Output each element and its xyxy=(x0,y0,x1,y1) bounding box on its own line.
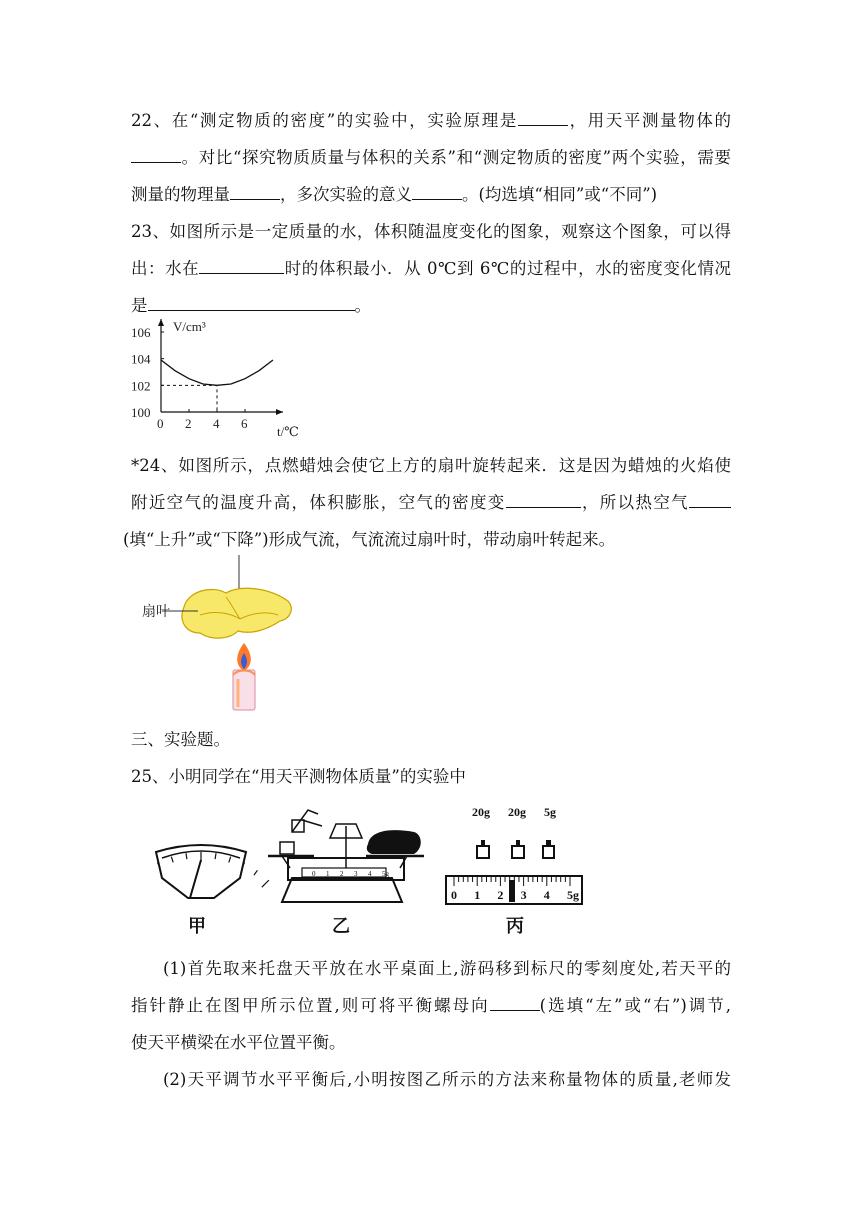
q25-title: 25、小明同学在“用天平测物体质量”的实验中 xyxy=(131,767,466,786)
q25-p1-line-1: (1)首先取来托盘天平放在水平桌面上,游码移到标尺的零刻度处,若天平的 xyxy=(163,959,731,978)
q25-p1-line-3: 使天平横梁在水平位置平衡。 xyxy=(131,1033,346,1052)
q22-blank-3[interactable] xyxy=(230,185,280,200)
ruler-tick-label: 5g xyxy=(567,888,579,902)
ruler-tick-label: 3 xyxy=(520,888,527,902)
q24-line-1: *24、如图所示，点燃蜡烛会使它上方的扇叶旋转起来．这是因为蜡烛的火焰使 xyxy=(131,456,731,475)
q24-line-2: 附近空气的温度升高，体积膨胀，空气的密度变 ，所以热空气 xyxy=(131,484,731,521)
ruler-tick-label: 2 xyxy=(497,888,504,902)
candle-body xyxy=(233,670,255,710)
q23-blank-1[interactable] xyxy=(199,259,284,274)
beam-tick-label: 2 xyxy=(340,870,344,878)
bing-rider xyxy=(509,880,515,902)
q23-line-3: 是 。 xyxy=(131,296,371,315)
jia-tick xyxy=(254,870,258,875)
y-tick-label: 102 xyxy=(131,378,151,394)
jia-tick xyxy=(171,857,173,863)
x-tick-label: 2 xyxy=(185,416,192,431)
label-yi: 乙 xyxy=(332,916,350,936)
yi-weight xyxy=(280,842,294,854)
weight-label-3: 5g xyxy=(544,805,556,819)
q22-blank-2[interactable] xyxy=(131,148,181,163)
y-axis-arrow xyxy=(158,319,164,326)
ruler-tick-label: 4 xyxy=(543,888,550,902)
volume-curve xyxy=(161,360,273,385)
beam-tick-label: 4 xyxy=(368,870,372,878)
ruler-tick-label: 0 xyxy=(451,888,457,902)
ruler-tick-label: 1 xyxy=(474,888,481,902)
balance-figures xyxy=(152,798,592,940)
y-tick-label: 100 xyxy=(131,405,151,420)
y-tick-label: 106 xyxy=(131,325,151,340)
q22-line-2: 。对比“探究物质质量与体积的关系”和“测定物质的密度”两个实验，需要 xyxy=(131,139,731,176)
q23-line-2: 出：水在 时的体积最小．从 0℃到 6℃的过程中，水的密度变化情况 xyxy=(131,259,731,278)
yi-object xyxy=(367,830,421,854)
yi-base xyxy=(282,878,402,902)
yi-tweezers-hand xyxy=(292,810,322,832)
weight-label-1: 20g xyxy=(472,805,490,819)
y-axis-label: V/cm³ xyxy=(173,319,206,334)
q24-line-3: (填“上升”或“下降”)形成气流，气流流过扇叶时，带动扇叶转起来。 xyxy=(123,530,616,549)
beam-tick-label: 0 xyxy=(312,870,316,878)
jia-tick xyxy=(215,853,216,859)
q22-blank-4[interactable] xyxy=(412,185,462,200)
jia-tick xyxy=(262,880,269,887)
x-tick-label: 0 xyxy=(157,416,164,431)
x-tick-label: 4 xyxy=(213,416,220,431)
weight-5g xyxy=(543,846,554,858)
fan-label: 扇叶 xyxy=(142,605,170,620)
label-bing: 丙 xyxy=(506,916,524,936)
section-3-heading: 三、实验题。 xyxy=(131,730,230,749)
q22-blank-1[interactable] xyxy=(518,111,568,126)
jia-tick xyxy=(186,853,187,859)
q24-blank-2[interactable] xyxy=(689,493,731,508)
q22-line-1: 22、在“测定物质的密度”的实验中，实验原理是 ，用天平测量物体的 xyxy=(131,111,732,130)
jia-pointer-needle xyxy=(190,860,201,898)
beam-tick-label: 5g xyxy=(382,870,389,878)
beam-tick-label: 1 xyxy=(326,870,330,878)
min-volume-guide xyxy=(161,385,217,412)
q23-line-1: 23、如图所示是一定质量的水，体积随温度变化的图象，观察这个图象，可以得 xyxy=(131,222,731,241)
q24-blank-1[interactable] xyxy=(506,493,581,508)
q23-blank-2[interactable] xyxy=(148,296,355,311)
jia-scale-ticks xyxy=(152,852,269,887)
y-tick-label: 104 xyxy=(131,351,151,367)
weight-20g-a xyxy=(477,846,489,858)
x-tick-label: 6 xyxy=(241,416,248,431)
volume-temperature-chart xyxy=(125,315,300,440)
candle-fan-figure xyxy=(140,555,300,713)
x-axis-arrow xyxy=(276,409,283,415)
weight-label-2: 20g xyxy=(508,805,526,819)
x-axis-label: t/℃ xyxy=(277,424,299,439)
jia-tick xyxy=(229,857,231,863)
weight-20g-b xyxy=(512,846,524,858)
q25-blank-1[interactable] xyxy=(490,996,540,1011)
label-jia: 甲 xyxy=(188,916,206,936)
q25-p2-line-1: (2)天平调节水平平衡后,小明按图乙所示的方法来称量物体的质量,老师发 xyxy=(163,1070,731,1089)
beam-tick-label: 3 xyxy=(354,870,358,878)
chart-layer xyxy=(131,319,299,439)
figure-jia-pointer xyxy=(152,845,269,936)
figure-yi-balance xyxy=(268,810,424,936)
q25-p1-line-2: 指针静止在图甲所示位置,则可将平衡螺母向 (选填“左”或“右”)调节, xyxy=(131,996,731,1015)
figure-bing-weights xyxy=(446,805,582,936)
q22-line-3: 测量的物理量 ，多次实验的意义 。(均选填“相同”或“不同”) xyxy=(131,185,658,204)
